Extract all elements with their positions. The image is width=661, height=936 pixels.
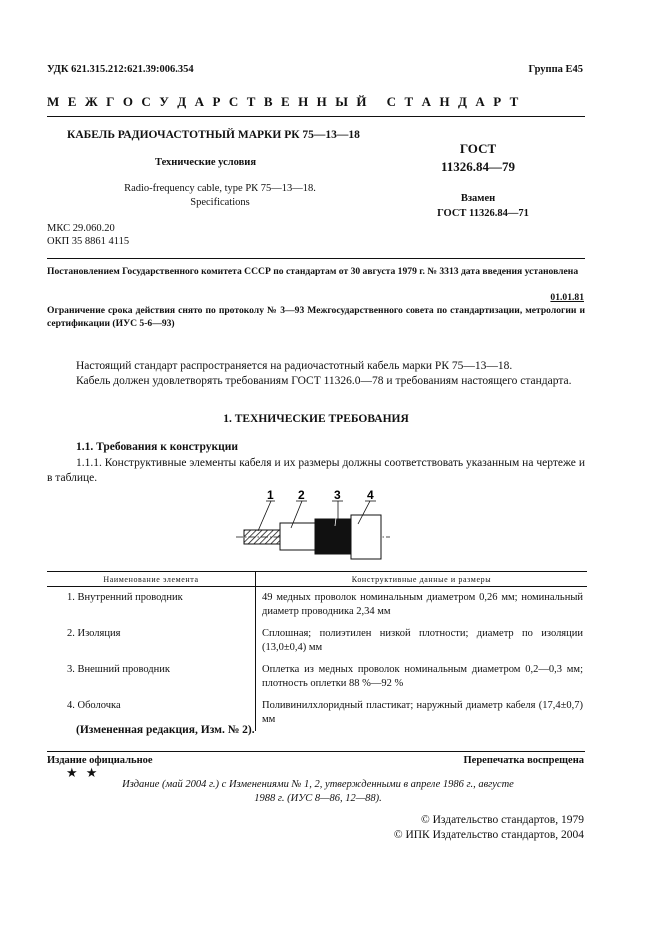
element-data: 49 медных проволок номинальным диаметром 0,26 мм; номинальный диаметр проводника 2,34 мм <box>262 592 583 617</box>
table-header-row <box>47 572 587 587</box>
limitation-text: Ограничение срока действия снято по протоколу № 3—93 Межгосударственного совета по стандартизации, метрологии и сертификации (ИУС 5-6—93) <box>47 305 585 329</box>
inner-conductor-shape <box>244 530 280 544</box>
english-title-line1: Radio-frequency cable, type РК 75—13—18. <box>124 183 316 194</box>
element-data: Оплетка из медных проволок номинальным диаметром 0,2—0,3 мм; плотность оплетки 88 %—92 % <box>262 664 583 689</box>
outer-conductor-shape <box>315 519 351 554</box>
document-title: КАБЕЛЬ РАДИОЧАСТОТНЫЙ МАРКИ РК 75—13—18 <box>67 129 360 141</box>
edition-note: Издание (май 2004 г.) с Изменениями № 1, 2, утвержденными в апреле 1986 г., августе 1988 г. (ИУС 8—86, 12—88). <box>122 779 514 804</box>
okp-code: ОКП 35 8861 4115 <box>47 236 130 247</box>
figure-label-4: 4 <box>367 488 374 502</box>
jacket-shape <box>351 515 381 559</box>
gost-number: 11326.84—79 <box>440 159 516 174</box>
insulation-shape <box>280 523 315 550</box>
figure-label-1: 1 <box>267 488 274 502</box>
decree-text: Постановлением Государственного комитета СССР по стандартам от 30 августа 1979 г. № 3313 дата введения установлена <box>47 266 579 277</box>
element-name: 4. Оболочка <box>47 695 256 731</box>
requirements-paragraph: Кабель должен удовлетворять требованиям ГОСТ 11326.0—78 и требованиям настоящего стандарта. <box>76 375 572 387</box>
cable-construction-drawing <box>230 488 400 560</box>
copyright-1979: © Издательство стандартов, 1979 <box>420 814 584 826</box>
clause-text: 1.1.1. Конструктивные элементы кабеля и их размеры должны соответствовать указанным на чертеже и в таблице. <box>47 457 585 484</box>
element-name: 2. Изоляция <box>47 623 256 659</box>
table-row <box>47 623 587 659</box>
column-header-element: Наименование элемента <box>47 572 256 587</box>
reprint-prohibited: Перепечатка воспрещена <box>463 755 584 766</box>
figure-label-3: 3 <box>334 488 341 502</box>
element-name: 3. Внешний проводник <box>47 659 256 695</box>
group-code: Группа Е45 <box>528 64 583 75</box>
title-rule <box>47 258 585 259</box>
construction-table <box>47 571 587 731</box>
document-subtitle: Технические условия <box>155 157 257 168</box>
replaces-number: ГОСТ 11326.84—71 <box>437 208 529 219</box>
gost-label: ГОСТ <box>459 141 497 156</box>
subsection-title: 1.1. Требования к конструкции <box>76 441 238 453</box>
element-data: Поливинилхлоридный пластикат; наружный диаметр кабеля (17,4±0,7) мм <box>262 700 583 725</box>
table-row <box>47 587 587 624</box>
stars-mark: ★ ★ <box>66 766 100 781</box>
mks-code: МКС 29.060.20 <box>47 223 115 234</box>
copyright-2004: © ИПК Издательство стандартов, 2004 <box>393 829 584 841</box>
element-name: 1. Внутренний проводник <box>47 587 256 624</box>
scope-paragraph: Настоящий стандарт распространяется на радиочастотный кабель марки РК 75—13—18. <box>76 360 513 372</box>
banner-rule <box>47 116 585 117</box>
leader-line-1 <box>258 501 271 531</box>
interstate-standard-banner: М Е Ж Г О С У Д А Р С Т В Е Н Н Ы Й С Т А Н Д А Р Т <box>47 94 521 109</box>
section-title: 1. ТЕХНИЧЕСКИЕ ТРЕБОВАНИЯ <box>223 413 409 425</box>
figure-label-2: 2 <box>298 488 305 502</box>
official-edition: Издание официальное <box>47 755 153 766</box>
element-data: Сплошная; полиэтилен низкой плотности; диаметр по изоляции (13,0±0,4) мм <box>262 628 583 653</box>
table-row <box>47 659 587 695</box>
replaces-label: Взамен <box>460 193 496 204</box>
column-header-data: Конструктивные данные и размеры <box>256 572 588 587</box>
footer-rule <box>47 751 585 752</box>
english-title-line2: Specifications <box>190 197 250 208</box>
introduction-date: 01.01.81 <box>550 292 584 303</box>
amendment-note: (Измененная редакция, Изм. № 2). <box>76 724 255 736</box>
udk-code: УДК 621.315.212:621.39:006.354 <box>47 64 194 75</box>
